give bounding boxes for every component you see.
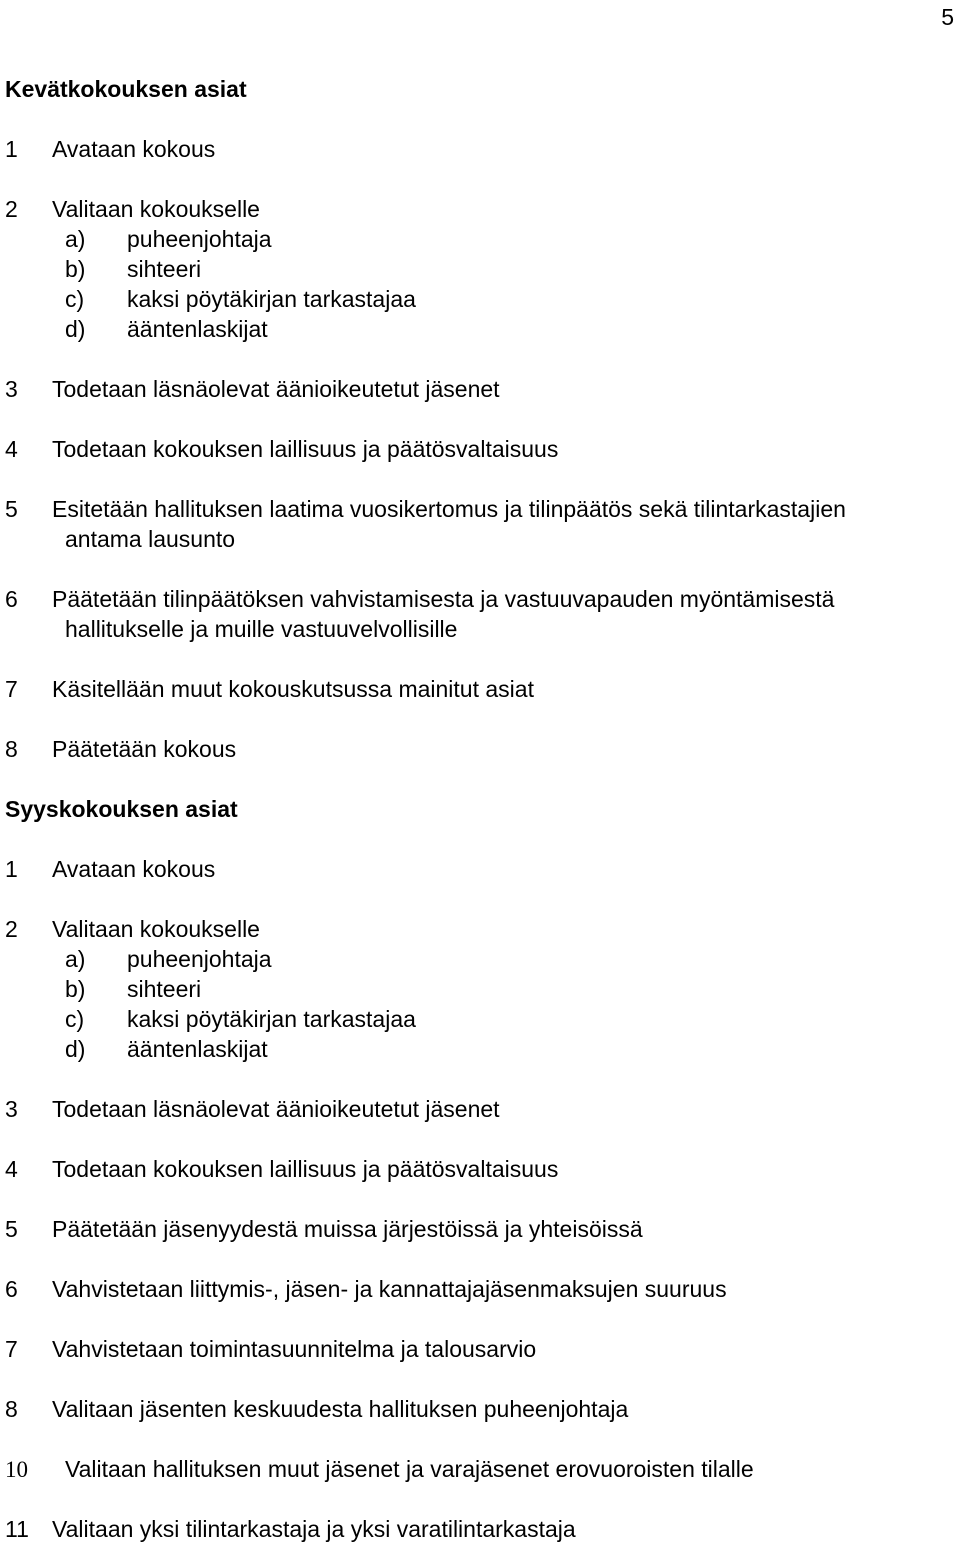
item-text: Päätetään jäsenyydestä muissa järjestöissä ja yhteisöissä <box>52 1216 643 1242</box>
item-text: Todetaan kokouksen laillisuus ja päätösvaltaisuus <box>52 436 559 462</box>
page-number: 5 <box>941 4 954 30</box>
sub-item-text: puheenjohtaja <box>127 226 272 252</box>
item-number: 7 <box>5 1336 18 1362</box>
item-text: Todetaan läsnäolevat äänioikeutetut jäsenet <box>52 1096 500 1122</box>
sub-item-label: a) <box>65 226 86 252</box>
item-text: Valitaan yksi tilintarkastaja ja yksi varatilintarkastaja <box>52 1516 576 1542</box>
sub-item-label: a) <box>65 946 86 972</box>
item-number: 11 <box>5 1516 29 1542</box>
item-number: 4 <box>5 1156 18 1182</box>
sub-item-text: ääntenlaskijat <box>127 316 268 342</box>
sub-item-label: c) <box>65 286 85 312</box>
sub-item-text: ääntenlaskijat <box>127 1036 268 1062</box>
item-number: 3 <box>5 376 18 402</box>
item-text: Valitaan kokoukselle <box>52 916 260 942</box>
item-number: 6 <box>5 1276 18 1302</box>
item-text: Vahvistetaan liittymis-, jäsen- ja kannattajajäsenmaksujen suuruus <box>52 1276 727 1302</box>
item-number: 5 <box>5 496 18 522</box>
item-text: Valitaan jäsenten keskuudesta hallituksen puheenjohtaja <box>52 1396 629 1422</box>
sub-item-text: sihteeri <box>127 256 202 282</box>
item-text: Avataan kokous <box>52 136 216 162</box>
item-text: Todetaan kokouksen laillisuus ja päätösvaltaisuus <box>52 1156 559 1182</box>
item-number: 2 <box>5 196 18 222</box>
item-number: 4 <box>5 436 18 462</box>
item-text: Vahvistetaan toimintasuunnitelma ja talousarvio <box>52 1336 537 1362</box>
section-heading: Syyskokouksen asiat <box>5 796 238 822</box>
item-number: 5 <box>5 1216 18 1242</box>
item-number: 2 <box>5 916 18 942</box>
item-text: Käsitellään muut kokouskutsussa mainitut asiat <box>52 676 534 702</box>
sub-item-label: d) <box>65 1036 86 1062</box>
sub-item-label: c) <box>65 1006 85 1032</box>
item-number: 3 <box>5 1096 18 1122</box>
item-number: 1 <box>5 136 18 162</box>
sub-item-text: kaksi pöytäkirjan tarkastajaa <box>127 1006 416 1032</box>
sub-item-label: b) <box>65 976 86 1002</box>
item-text: Päätetään tilinpäätöksen vahvistamisesta ja vastuuvapauden myöntämisestä <box>52 586 835 612</box>
sub-item-label: d) <box>65 316 86 342</box>
sub-item-label: b) <box>65 256 86 282</box>
item-number: 10 <box>5 1457 28 1482</box>
item-number: 8 <box>5 736 18 762</box>
item-number: 1 <box>5 856 18 882</box>
sub-item-text: sihteeri <box>127 976 202 1002</box>
sub-item-text: kaksi pöytäkirjan tarkastajaa <box>127 286 416 312</box>
item-text: Avataan kokous <box>52 856 216 882</box>
section-heading: Kevätkokouksen asiat <box>5 76 247 102</box>
item-text: Valitaan kokoukselle <box>52 196 260 222</box>
item-text: Valitaan hallituksen muut jäsenet ja varajäsenet erovuoroisten tilalle <box>65 1456 754 1482</box>
item-number: 8 <box>5 1396 18 1422</box>
item-text: Esitetään hallituksen laatima vuosikertomus ja tilinpäätös sekä tilintarkastajien <box>52 496 846 522</box>
item-text-continuation: antama lausunto <box>65 526 236 552</box>
sub-item-text: puheenjohtaja <box>127 946 272 972</box>
item-text: Todetaan läsnäolevat äänioikeutetut jäsenet <box>52 376 500 402</box>
item-text: Päätetään kokous <box>52 736 237 762</box>
item-text-continuation: hallitukselle ja muille vastuuvelvollisille <box>65 616 458 642</box>
item-number: 7 <box>5 676 18 702</box>
item-number: 6 <box>5 586 18 612</box>
